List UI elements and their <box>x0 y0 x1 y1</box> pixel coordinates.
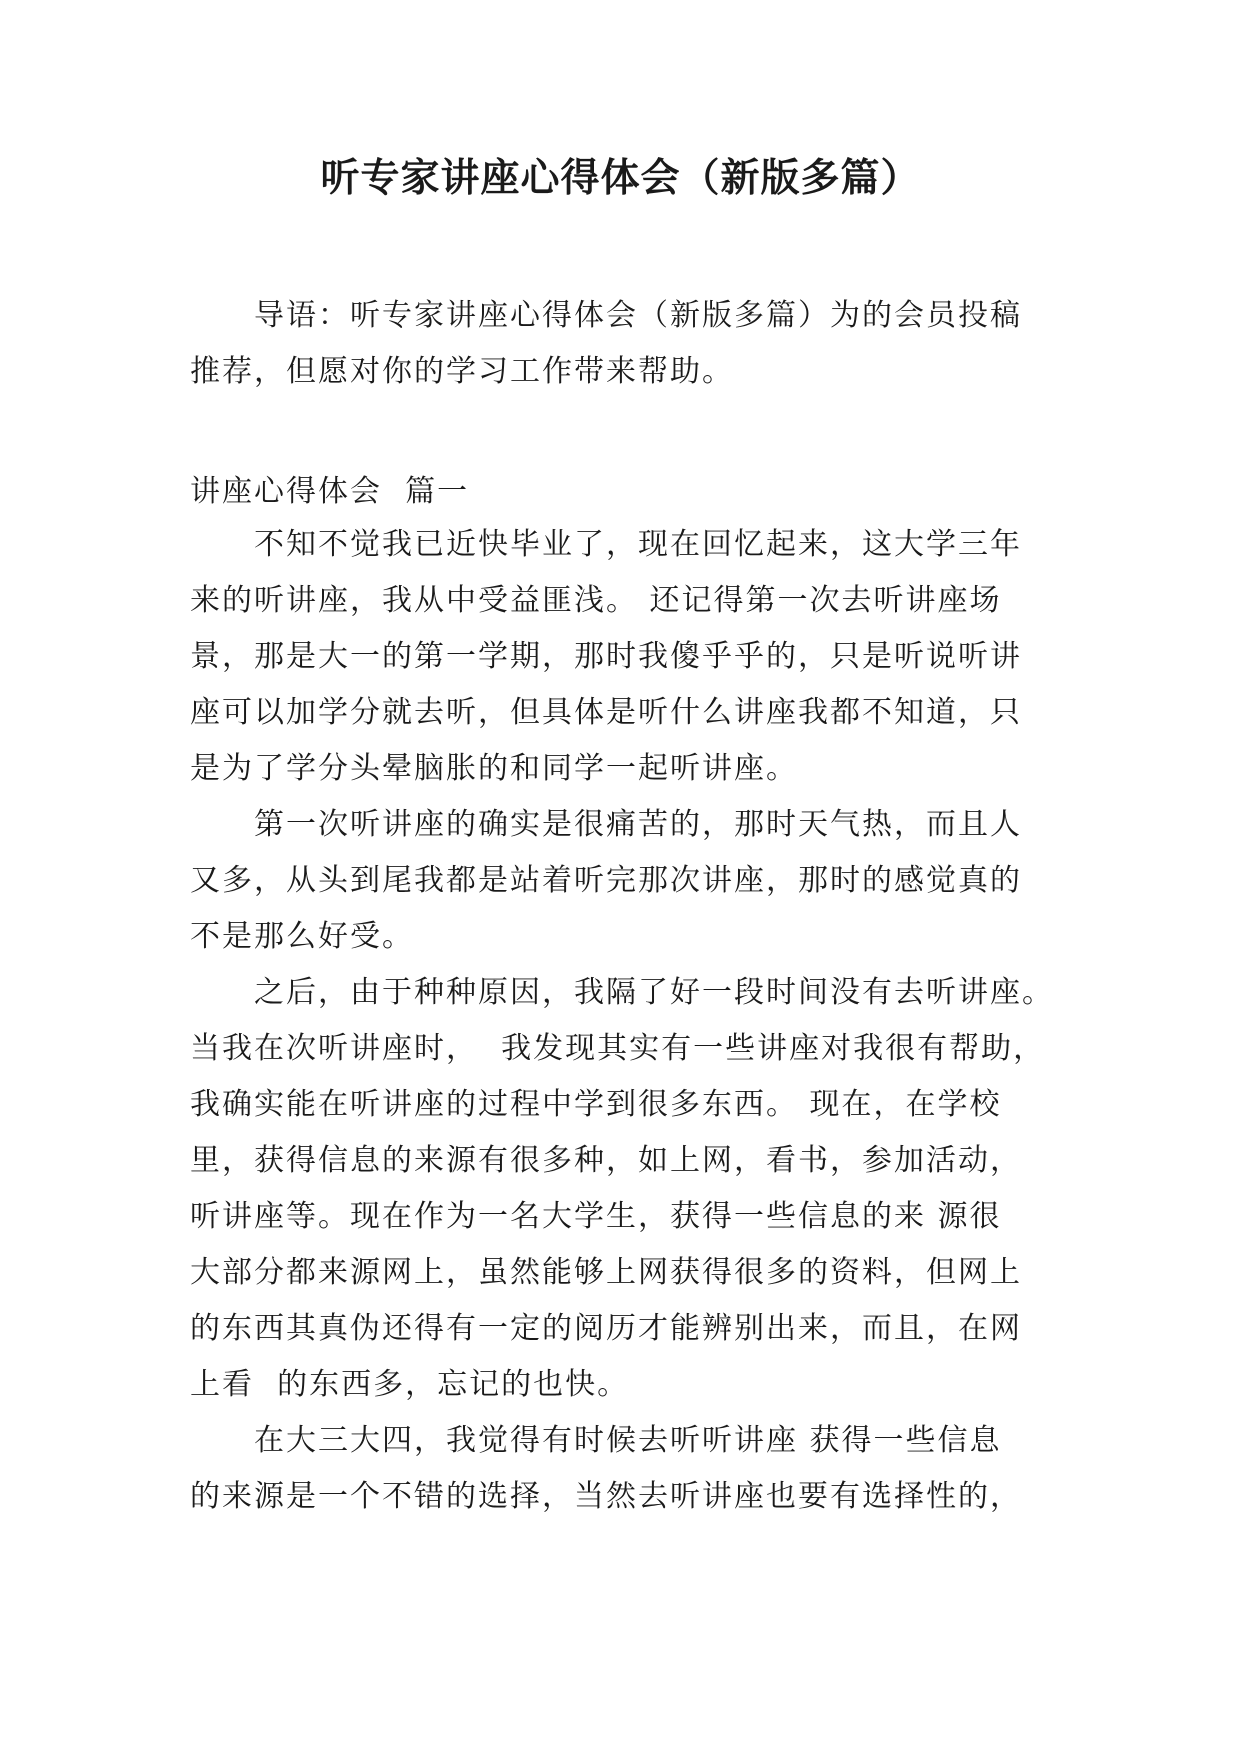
text-line: 上看 的东西多，忘记的也快。 <box>190 1367 630 1402</box>
text-line: 导语：听专家讲座心得体会（新版多篇）为的会员投稿 <box>190 298 1022 333</box>
text-line: 景，那是大一的第一学期，那时我傻乎乎的，只是听说听讲 <box>190 639 1022 674</box>
intro-paragraph <box>190 288 1050 400</box>
paragraph-3 <box>190 965 1054 1413</box>
text-line: 的东西其真伪还得有一定的阅历才能辨别出来，而且，在网 <box>190 1311 1022 1346</box>
section-heading: 讲座心得体会 篇一 <box>190 474 470 509</box>
text-line: 来的听讲座，我从中受益匪浅。 还记得第一次去听讲座场 <box>190 583 1002 618</box>
document-body <box>190 288 1054 1525</box>
text-line: 是为了学分头晕脑胀的和同学一起听讲座。 <box>190 751 798 786</box>
text-line: 不知不觉我已近快毕业了，现在回忆起来，这大学三年 <box>190 527 1022 562</box>
text-line: 大部分都来源网上，虽然能够上网获得很多的资料，但网上 <box>190 1255 1022 1290</box>
text-line: 之后，由于种种原因，我隔了好一段时间没有去听讲座。 <box>190 975 1054 1010</box>
text-line: 又多，从头到尾我都是站着听完那次讲座，那时的感觉真的 <box>190 863 1022 898</box>
text-line: 我确实能在听讲座的过程中学到很多东西。 现在，在学校 <box>190 1087 1002 1122</box>
paragraph-1 <box>190 517 1050 797</box>
paragraph-4 <box>190 1413 1050 1525</box>
document-title: 听专家讲座心得体会（新版多篇） <box>320 155 921 201</box>
text-line: 里，获得信息的来源有很多种，如上网，看书，参加活动， <box>190 1143 1022 1178</box>
paragraph-2 <box>190 797 1050 965</box>
spacer <box>190 400 1050 467</box>
text-line: 推荐，但愿对你的学习工作带来帮助。 <box>190 354 734 389</box>
text-line: 不是那么好受。 <box>190 919 414 954</box>
text-line: 在大三大四，我觉得有时候去听听讲座 获得一些信息 <box>190 1423 1002 1458</box>
text-line: 座可以加学分就去听，但具体是听什么讲座我都不知道，只 <box>190 695 1022 730</box>
text-line: 的来源是一个不错的选择，当然去听讲座也要有选择性的， <box>190 1479 1022 1514</box>
text-line: 听讲座等。现在作为一名大学生，获得一些信息的来 源很 <box>190 1199 1002 1234</box>
text-line: 第一次听讲座的确实是很痛苦的，那时天气热，而且人 <box>190 807 1022 842</box>
text-line: 当我在次听讲座时， 我发现其实有一些讲座对我很有帮助， <box>190 1031 1046 1066</box>
